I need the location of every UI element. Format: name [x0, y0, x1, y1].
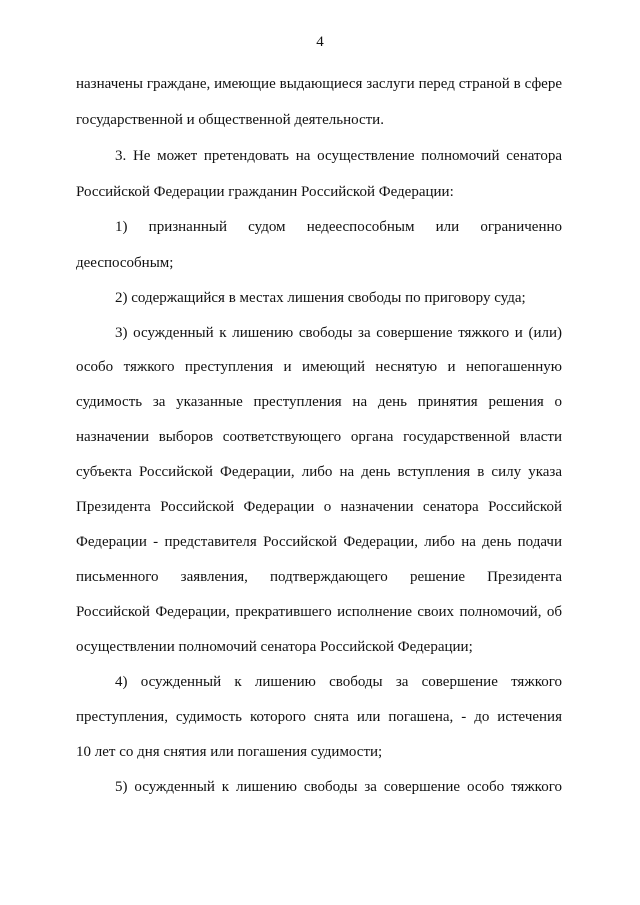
text-line: осуществлении полномочий сенатора Российской Федерации; — [76, 639, 473, 655]
text-line: преступления, судимость которого снята или погашена, - до истечения — [76, 709, 562, 725]
text-line: Российской Федерации гражданин Российской Федерации: — [76, 184, 454, 200]
text-line: Российской Федерации, прекратившего исполнение своих полномочий, об — [76, 604, 562, 620]
text-line: 10 лет со дня снятия или погашения судимости; — [76, 744, 383, 760]
text-line: особо тяжкого преступления и имеющий неснятую и непогашенную — [76, 359, 562, 375]
text-line: 4) осужденный к лишению свободы за совершение тяжкого — [115, 674, 562, 690]
text-line: судимость за указанные преступления на день принятия решения о — [76, 394, 562, 410]
text-line: Президента Российской Федерации о назначении сенатора Российской — [76, 499, 562, 515]
text-line: 2) содержащийся в местах лишения свободы по приговору суда; — [115, 290, 526, 306]
text-line: назначении выборов соответствующего органа государственной власти — [76, 429, 562, 445]
text-line: письменного заявления, подтверждающего решение Президента — [76, 569, 562, 585]
text-line: государственной и общественной деятельности. — [76, 112, 384, 128]
text-line: 3) осужденный к лишению свободы за совершение тяжкого и (или) — [115, 325, 562, 341]
text-line: дееспособным; — [76, 255, 174, 271]
text-line: 5) осужденный к лишению свободы за совершение особо тяжкого — [115, 779, 562, 795]
text-line: Федерации - представителя Российской Федерации, либо на день подачи — [76, 534, 562, 550]
text-line: 1) признанный судом недееспособным или ограниченно — [115, 219, 562, 235]
page-number: 4 — [316, 34, 324, 50]
text-line: назначены граждане, имеющие выдающиеся заслуги перед страной в сфере — [76, 76, 562, 92]
text-line: субъекта Российской Федерации, либо на день вступления в силу указа — [76, 464, 562, 480]
text-line: 3. Не может претендовать на осуществление полномочий сенатора — [115, 148, 562, 164]
